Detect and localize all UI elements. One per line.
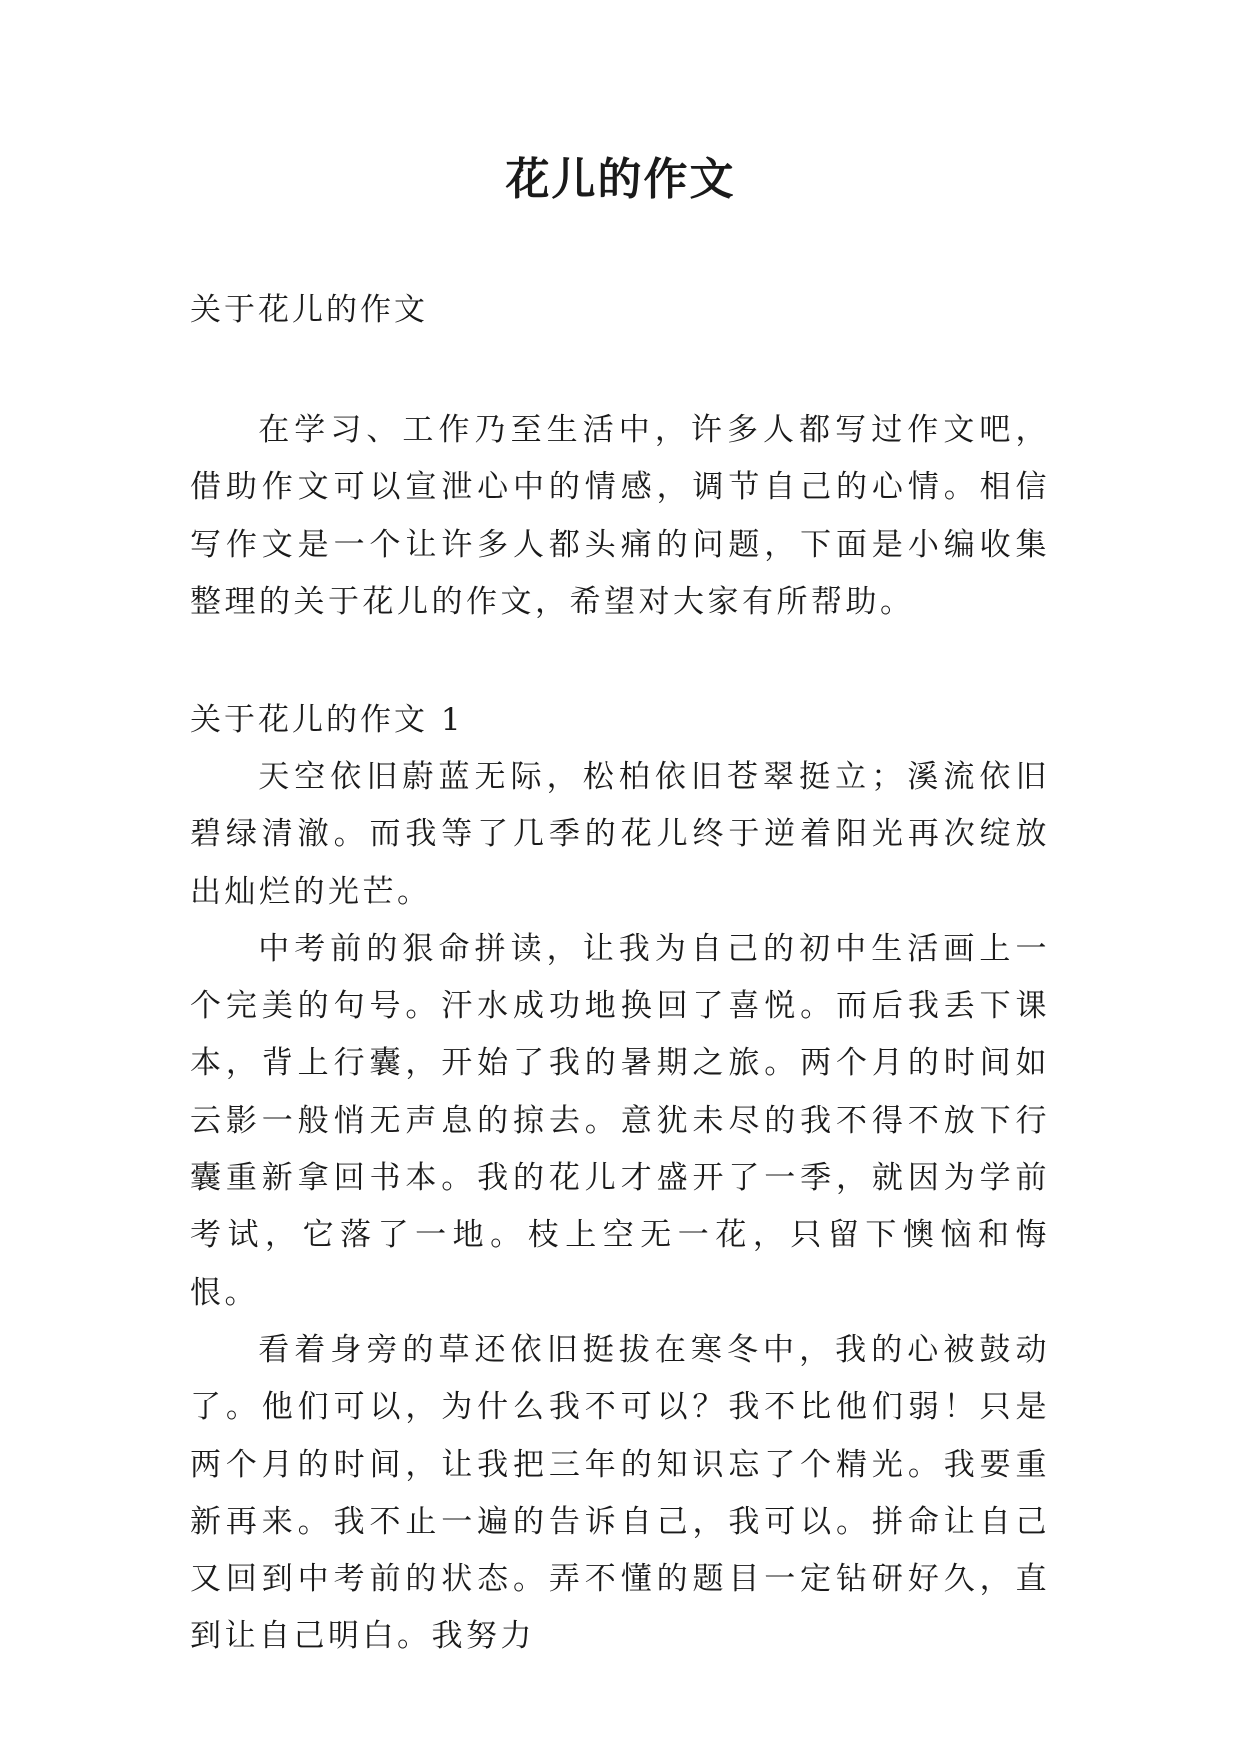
page-title: 花儿的作文 — [505, 154, 736, 205]
section-body — [190, 749, 1050, 1666]
body-paragraph: 中考前的狠命拼读，让我为自己的初中生活画上一个完美的句号。汗水成功地换回了喜悦。而后我丢下课本，背上行囊，开始了我的暑期之旅。两个月的时间如云影一般悄无声息的掠去。意犹未尽的我不得不放下行囊重新拿回书本。我的花儿才盛开了一季，就因为学前考试，它落了一地。枝上空无一花，只留下懊恼和悔恨。 — [190, 930, 1050, 1311]
intro-block — [190, 402, 1050, 631]
body-paragraph: 天空依旧蔚蓝无际，松柏依旧苍翠挺立；溪流依旧碧绿清澈。而我等了几季的花儿终于逆着阳光再次绽放出灿烂的光芒。 — [190, 759, 1050, 910]
document-subtitle: 关于花儿的作文 — [190, 292, 428, 328]
body-paragraph: 看着身旁的草还依旧挺拔在寒冬中，我的心被鼓动了。他们可以，为什么我不可以？我不比他们弱！只是两个月的时间，让我把三年的知识忘了个精光。我要重新再来。我不止一遍的告诉自己，我可以。拼命让自己又回到中考前的状态。弄不懂的题目一定钻研好久，直到让自己明白。我努力 — [190, 1331, 1050, 1655]
intro-paragraph: 在学习、工作乃至生活中，许多人都写过作文吧，借助作文可以宣泄心中的情感，调节自己的心情。相信写作文是一个让许多人都头痛的问题，下面是小编收集整理的关于花儿的作文，希望对大家有所帮助。 — [190, 412, 1050, 620]
section-heading: 关于花儿的作文 1 — [190, 702, 464, 738]
